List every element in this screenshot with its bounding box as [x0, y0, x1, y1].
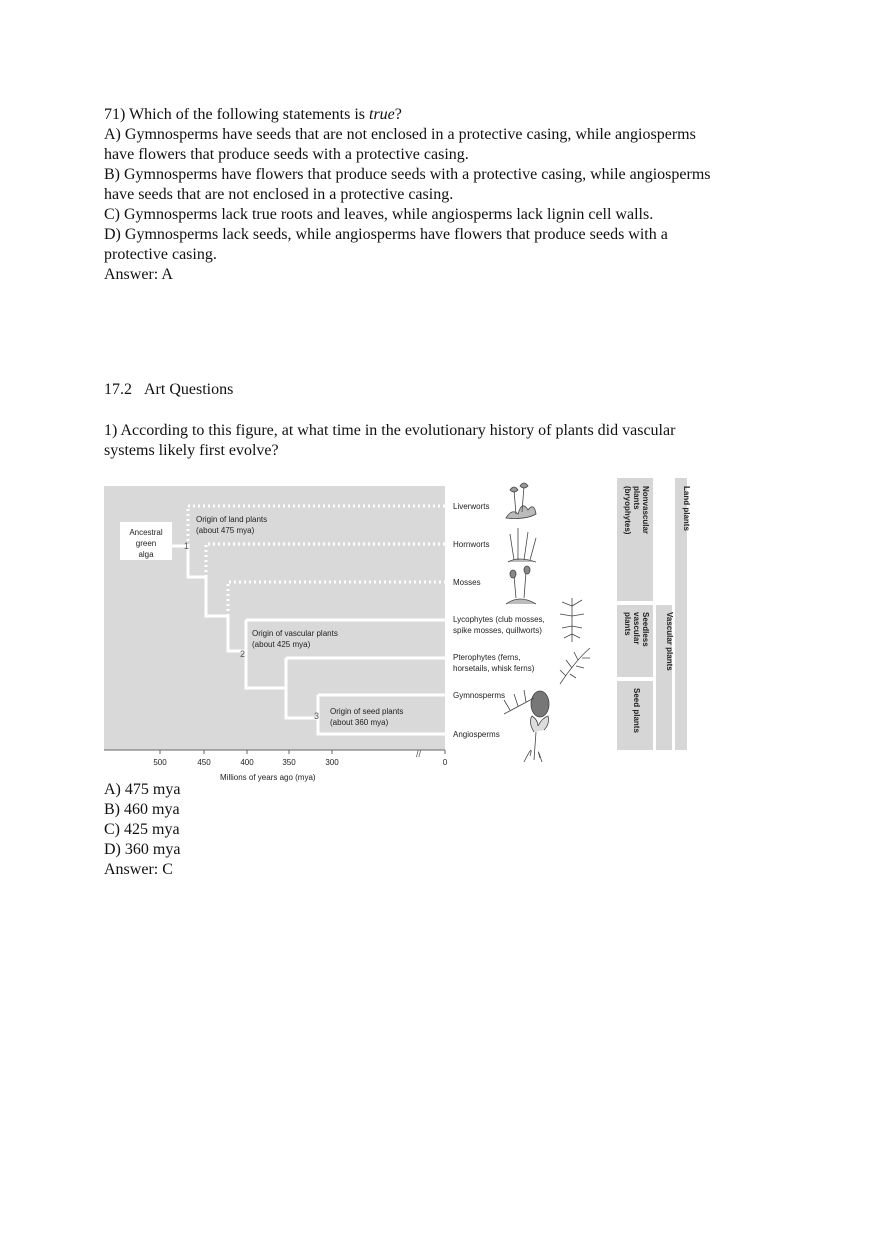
ancestor-label-2: green	[135, 539, 157, 548]
q1-stem-line-1: 1) According to this figure, at what time in the evolutionary history of plants did vascular	[104, 422, 676, 439]
moss-illustration	[506, 566, 536, 604]
group-vascular-plants: Vascular plants	[665, 612, 674, 671]
lycophyte-illustration	[560, 598, 584, 642]
origin-seed-plants-label: Origin of seed plants	[330, 707, 404, 716]
q1-option-b: B) 460 mya	[104, 801, 180, 818]
q71-option-a-line-1: A) Gymnosperms have seeds that are not enclosed in a protective casing, while angiosperms	[104, 126, 696, 143]
ancestor-label-1: Ancestral	[129, 528, 163, 537]
group-seed-plants: Seed plants	[632, 688, 641, 733]
question-71	[104, 105, 784, 285]
gymnosperm-illustration	[504, 690, 549, 717]
q1-option-a: A) 475 mya	[104, 781, 181, 798]
question-71-italic: true	[369, 106, 395, 123]
taxon-pterophytes-2: horsetails, whisk ferns)	[453, 664, 535, 673]
taxon-liverworts: Liverworts	[453, 502, 490, 511]
group-nonvascular-1: Nonvascular	[641, 486, 650, 535]
axis-tick-label: 300	[325, 758, 339, 767]
section-title: Art Questions	[144, 381, 234, 398]
origin-vascular-plants-date: (about 425 mya)	[252, 640, 311, 649]
origin-land-plants-label: Origin of land plants	[196, 515, 268, 524]
q71-option-b-line-1: B) Gymnosperms have flowers that produce seeds with a protective casing, while angiosperms	[104, 166, 711, 183]
axis-break: //	[416, 749, 422, 759]
taxon-lycophytes-2: spike mosses, quillworts)	[453, 626, 542, 635]
node-3-label: 3	[314, 711, 320, 721]
time-axis	[104, 749, 448, 782]
hornwort-illustration	[508, 528, 536, 562]
fern-illustration	[560, 648, 590, 684]
question-71-prefix: 71) Which of the following statements is	[104, 106, 369, 123]
origin-land-plants-date: (about 475 mya)	[196, 526, 255, 535]
question-1	[104, 421, 784, 461]
q71-option-a-line-2: have flowers that produce seeds with a protective casing.	[104, 146, 469, 163]
phylogeny-svg	[104, 478, 694, 783]
group-seedless-2: vascular	[632, 612, 641, 645]
axis-tick-label: 0	[442, 758, 448, 767]
origin-vascular-plants-label: Origin of vascular plants	[252, 629, 338, 638]
node-1-label: 1	[184, 541, 190, 551]
q71-option-c: C) Gymnosperms lack true roots and leaves, while angiosperms lack lignin cell walls.	[104, 206, 654, 223]
q1-option-c: C) 425 mya	[104, 821, 180, 838]
group-bars	[617, 478, 691, 750]
group-seedless-1: Seedless	[641, 612, 650, 647]
question-71-stem	[104, 105, 784, 125]
axis-tick-label: 400	[240, 758, 254, 767]
axis-title: Millions of years ago (mya)	[220, 773, 316, 782]
group-seedless-3: plants	[623, 612, 632, 636]
axis-tick-label: 500	[153, 758, 167, 767]
q71-option-b-line-2: have seeds that are not enclosed in a protective casing.	[104, 186, 454, 203]
angiosperm-illustration	[524, 716, 549, 762]
group-land-plants: Land plants	[682, 486, 691, 531]
section-number: 17.2	[104, 381, 132, 398]
ancestor-label-3: alga	[138, 550, 154, 559]
q71-answer: Answer: A	[104, 266, 173, 283]
axis-tick-label: 350	[282, 758, 296, 767]
taxon-pterophytes-1: Pterophytes (ferns,	[453, 653, 521, 662]
axis-tick-label: 450	[197, 758, 211, 767]
taxon-mosses: Mosses	[453, 578, 481, 587]
question-1-options	[104, 780, 180, 880]
liverwort-illustration	[506, 483, 536, 519]
taxon-angiosperms: Angiosperms	[453, 730, 500, 739]
taxon-lycophytes-1: Lycophytes (club mosses,	[453, 615, 545, 624]
question-71-suffix: ?	[394, 106, 402, 123]
plant-phylogeny-figure	[104, 478, 694, 783]
q1-option-d: D) 360 mya	[104, 841, 181, 858]
q71-option-d-line-1: D) Gymnosperms lack seeds, while angiosperms have flowers that produce seeds with a	[104, 226, 668, 243]
node-2-label: 2	[240, 649, 246, 659]
axis-ticks	[153, 750, 447, 767]
taxon-gymnosperms: Gymnosperms	[453, 691, 506, 700]
taxon-hornworts: Hornworts	[453, 540, 490, 549]
group-nonvascular-2: plants	[632, 486, 641, 510]
q71-option-d-line-2: protective casing.	[104, 246, 217, 263]
q1-answer: Answer: C	[104, 861, 173, 878]
section-heading	[104, 380, 233, 400]
origin-seed-plants-date: (about 360 mya)	[330, 718, 389, 727]
group-nonvascular-3: (bryophytes)	[623, 486, 632, 535]
q1-stem-line-2: systems likely first evolve?	[104, 442, 279, 459]
